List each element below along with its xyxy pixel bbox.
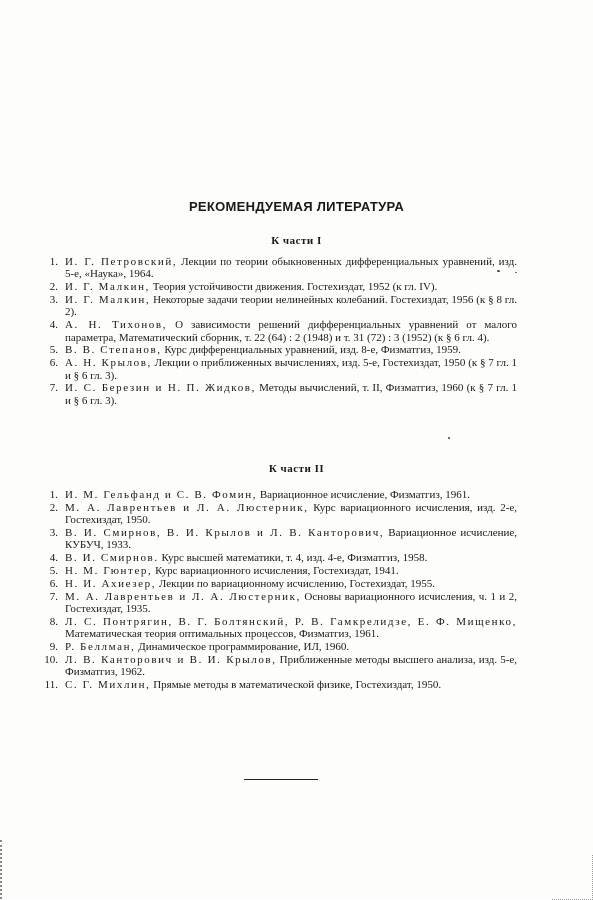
reference-authors: В. В. Степанов, bbox=[65, 344, 162, 357]
reference-number: 2. bbox=[49, 281, 58, 294]
reference-item bbox=[31, 502, 517, 527]
reference-authors: И. Г. Малкин, bbox=[65, 294, 151, 306]
reference-authors: М. А. Лаврентьев и Л. А. Люстерник, bbox=[65, 590, 301, 603]
reference-text: Лекции о приближенных вычислениях, изд. 5-е, Гостехиздат, 1950 (к § 7 гл. 1 и § 6 гл. 3). bbox=[65, 357, 517, 382]
reference-text: Курс вариационного исчисления, Гостехиздат, 1941. bbox=[152, 565, 399, 577]
reference-number: 1. bbox=[49, 489, 58, 501]
reference-text: Методы вычислений, т. II, Физматгиз, 1960 (к § 7 гл. 1 и § 6 гл. 3). bbox=[65, 382, 518, 407]
reference-text: Приближенные методы высшего анализа, изд. 5-е, Физматгиз, 1962. bbox=[65, 653, 517, 679]
reference-number: 2. bbox=[49, 501, 58, 514]
reference-item bbox=[31, 654, 517, 679]
reference-text: Динамическое программирование, ИЛ, 1960. bbox=[135, 641, 350, 653]
reference-number: 9. bbox=[49, 641, 58, 653]
reference-item bbox=[31, 319, 517, 344]
reference-item bbox=[31, 489, 517, 501]
reference-text: Лекции по теории обыкновенных дифференциальных уравнений, изд. 5-е, «Наука», 1964. bbox=[65, 256, 517, 281]
scan-speck bbox=[497, 270, 500, 272]
reference-number: 5. bbox=[49, 344, 58, 357]
reference-number: 10. bbox=[44, 653, 58, 666]
reference-list-part-1 bbox=[31, 256, 517, 408]
reference-text: Основы вариационного исчисления, ч. 1 и 2, Гостехиздат, 1935. bbox=[65, 590, 517, 615]
reference-authors: Л. В. Канторович и В. И. Крылов, bbox=[65, 653, 277, 666]
scan-speck bbox=[448, 437, 450, 439]
reference-authors: И. Г. Петровский, bbox=[65, 256, 178, 268]
reference-number: 8. bbox=[49, 615, 58, 628]
reference-item bbox=[31, 357, 517, 382]
reference-item bbox=[31, 294, 517, 319]
reference-authors: М. А. Лаврентьев и Л. А. Люстерник, bbox=[65, 501, 309, 514]
reference-list-part-2 bbox=[31, 489, 517, 692]
reference-item bbox=[31, 565, 517, 577]
section-heading-part-2: К части II bbox=[268, 463, 325, 475]
reference-number: 6. bbox=[49, 357, 58, 370]
reference-authors: В. И. Смирнов, В. И. Крылов и Л. В. Канторович, bbox=[65, 527, 385, 539]
reference-number: 4. bbox=[49, 552, 58, 565]
reference-text: О зависимости решений дифференциальных уравнений от малого параметра, Математический сборник, т. 22 (64) : 2 (1948) и т. 31 (72) : 3 (1952) (к § 6 гл. 4). bbox=[65, 319, 517, 344]
scan-speck bbox=[515, 272, 517, 273]
reference-authors: В. И. Смирнов. bbox=[65, 552, 159, 565]
reference-text: Математическая теория оптимальных процессов, Физматгиз, 1961. bbox=[65, 628, 379, 641]
scan-edge-artifact-left bbox=[0, 840, 8, 899]
reference-authors: А. Н. Тихонов, bbox=[65, 319, 168, 332]
reference-number: 3. bbox=[49, 527, 58, 539]
reference-item bbox=[31, 679, 517, 691]
reference-item bbox=[31, 281, 517, 293]
reference-text: Вариационное исчисление, Физматгиз, 1961. bbox=[257, 489, 471, 501]
reference-item bbox=[31, 591, 517, 616]
reference-number: 7. bbox=[49, 590, 58, 603]
reference-text: Лекции по вариационному исчислению, Гостехиздат, 1955. bbox=[156, 577, 436, 590]
reference-item bbox=[31, 344, 517, 356]
reference-authors: И. Г. Малкин, bbox=[65, 281, 150, 294]
reference-item bbox=[31, 578, 517, 590]
reference-text: Вариационное исчисление, КУБУЧ, 1933. bbox=[65, 527, 517, 552]
reference-item bbox=[31, 641, 517, 653]
reference-number: 3. bbox=[49, 294, 58, 306]
reference-item bbox=[31, 527, 517, 552]
reference-text: Курс вариационного исчисления, изд. 2-е, Гостехиздат, 1950. bbox=[65, 501, 517, 527]
reference-number: 11. bbox=[44, 679, 58, 691]
reference-number: 6. bbox=[49, 577, 58, 590]
reference-item bbox=[31, 256, 517, 281]
reference-text: Курс высшей математики, т. 4, изд. 4-е, Физматгиз, 1958. bbox=[158, 552, 428, 565]
page-title: РЕКОМЕНДУЕМАЯ ЛИТЕРАТУРА bbox=[188, 199, 405, 214]
reference-authors: И. М. Гельфанд и С. В. Фомин, bbox=[65, 489, 258, 501]
reference-item bbox=[31, 616, 517, 641]
reference-authors: И. С. Березин и Н. П. Жидков, bbox=[65, 382, 256, 395]
reference-text: Курс дифференциальных уравнений, изд. 8-е, Физматгиз, 1959. bbox=[161, 344, 461, 357]
reference-text: Прямые методы в математической физике, Гостехиздат, 1950. bbox=[150, 679, 442, 691]
reference-authors: А. Н. Крылов, bbox=[65, 357, 152, 370]
reference-item bbox=[31, 382, 517, 407]
reference-number: 4. bbox=[49, 319, 58, 332]
section-heading-part-1: К части I bbox=[271, 235, 322, 247]
end-rule-divider bbox=[244, 779, 318, 780]
reference-number: 7. bbox=[49, 382, 58, 395]
reference-number: 1. bbox=[49, 256, 58, 268]
scan-edge-artifact-right bbox=[552, 855, 593, 900]
reference-text: Некоторые задачи теории нелинейных колебаний. Гостехиздат, 1956 (к § 8 гл. 2). bbox=[65, 294, 518, 319]
reference-authors: Н. И. Ахиезер, bbox=[65, 577, 157, 590]
reference-authors: Н. М. Гюнтер, bbox=[65, 565, 153, 577]
reference-item bbox=[31, 552, 517, 564]
reference-authors: Р. Беллман, bbox=[65, 641, 136, 653]
reference-authors: Л. С. Понтрягин, В. Г. Болтянский, Р. В. Гамкрелидзе, Е. Ф. Мищенко, bbox=[65, 615, 517, 628]
reference-number: 5. bbox=[49, 565, 58, 577]
reference-text: Теория устойчивости движения. Гостехиздат, 1952 (к гл. IV). bbox=[149, 281, 438, 294]
reference-authors: С. Г. Михлин, bbox=[65, 679, 151, 691]
